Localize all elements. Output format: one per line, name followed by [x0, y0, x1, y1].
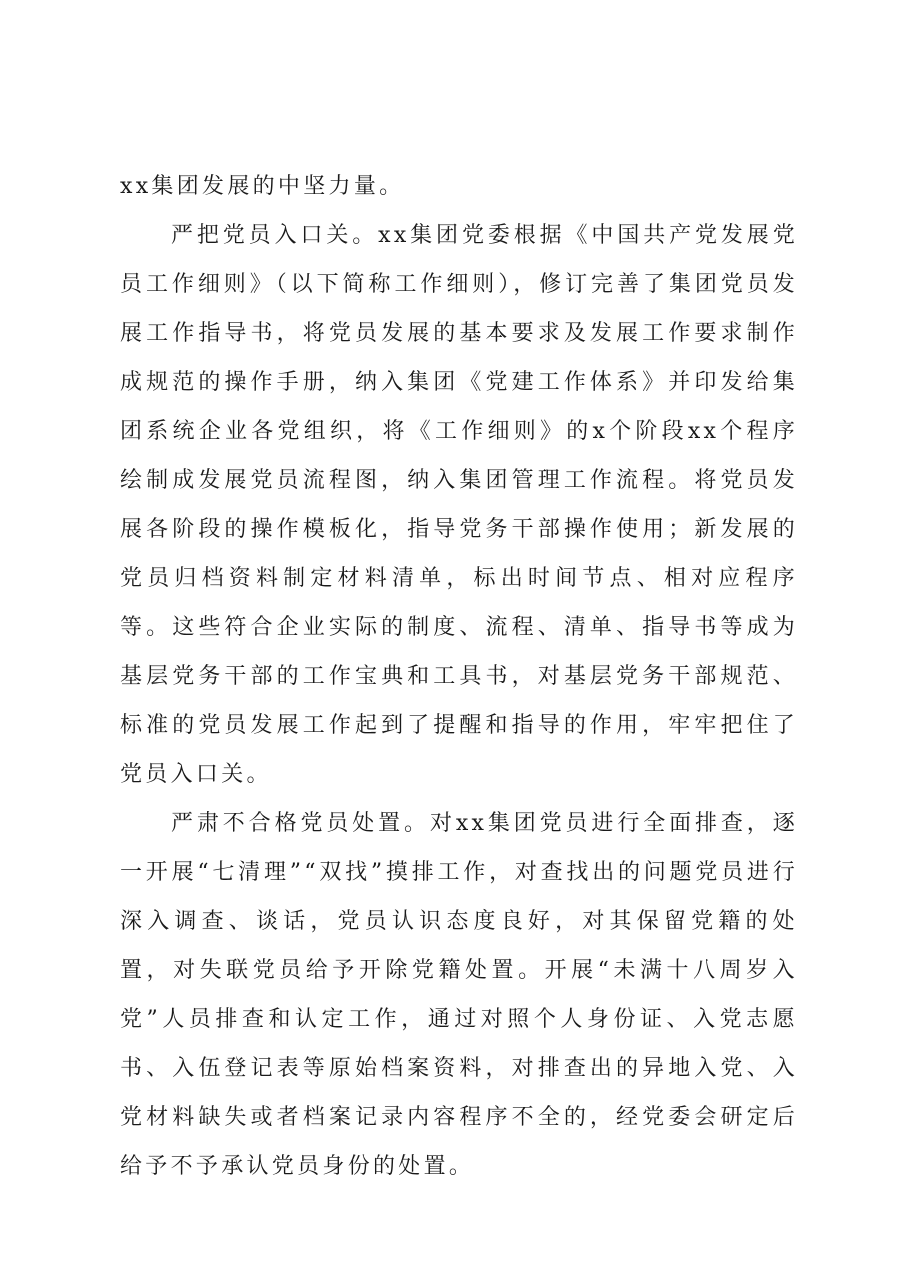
paragraph-party-member-entry: 严把党员入口关。xx集团党委根据《中国共产党发展党员工作细则》（以下简称工作细则），修订完善了集团党员发展工作指导书，将党员发展的基本要求及发展工作要求制作成规范的操作手册，纳入集团《党建工作体系》并印发给集团系统企业各党组织，将《工作细则》的x个阶段xx个程序绘制成发展党员流程图，纳入集团管理工作流程。将党员发展各阶段的操作模板化，指导党务干部操作使用；新发展的党员归档资料制定材料清单，标出时间节点、相对应程序等。这些符合企业实际的制度、流程、清单、指导书等成为基层党务干部的工作宝典和工具书，对基层党务干部规范、标准的党员发展工作起到了提醒和指导的作用，牢牢把住了党员入口关。 — [120, 223, 798, 787]
document-body — [120, 162, 798, 1191]
paragraph-unqualified-member-handling: 严肃不合格党员处置。对xx集团党员进行全面排查，逐一开展“七清理”“双找”摸排工作，对查找出的问题党员进行深入调查、谈话，党员认识态度良好，对其保留党籍的处置，对失联党员给予开除党籍处置。开展“未满十八周岁入党”人员排查和认定工作，通过对照个人身份证、入党志愿书、入伍登记表等原始档案资料，对排查出的异地入党、入党材料缺失或者档案记录内容程序不全的，经党委会研定后给予不予承认党员身份的处置。 — [120, 811, 798, 1179]
paragraph-continuation: xx集团发展的中坚力量。 — [120, 174, 405, 199]
